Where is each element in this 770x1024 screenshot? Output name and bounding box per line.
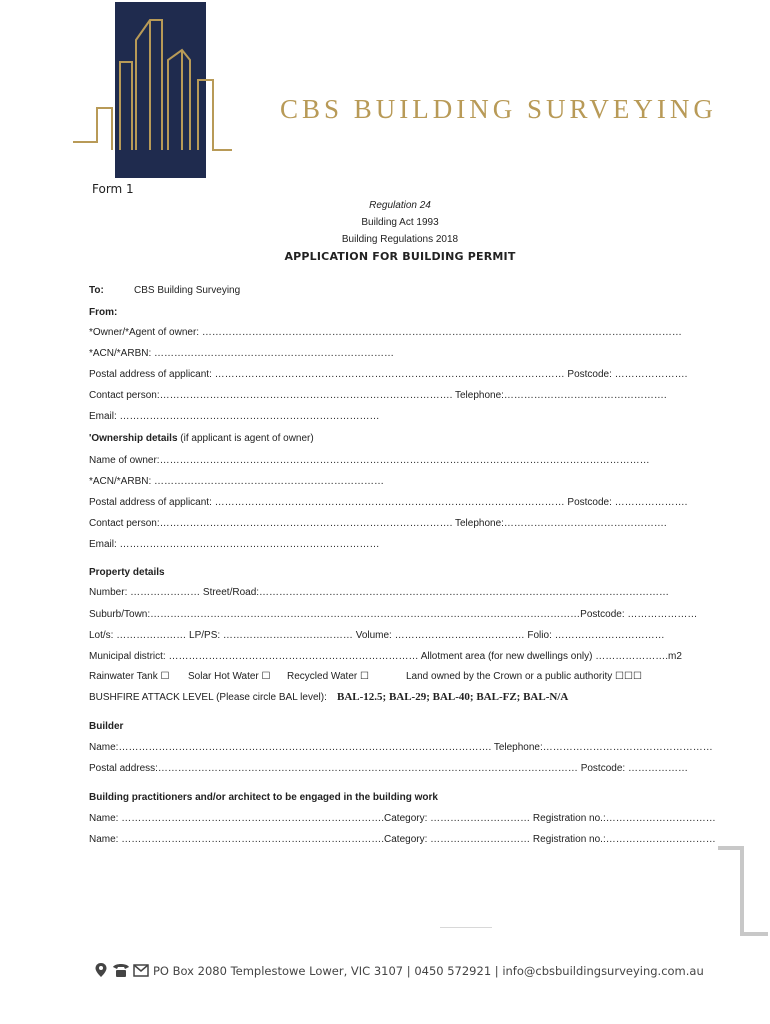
company-name: CBS BUILDING SURVEYING bbox=[280, 94, 717, 124]
acn-arbn-field[interactable]: *ACN/*ARBN: ……………………………………………………………… bbox=[89, 348, 395, 359]
ownership-heading bbox=[89, 433, 314, 444]
regulation-number: Regulation 24 bbox=[369, 200, 431, 211]
footer-contact-text: PO Box 2080 Templestowe Lower, VIC 3107 | 0450 572921 | info@cbsbuildingsurveying.com.au bbox=[152, 964, 704, 978]
divider bbox=[440, 927, 492, 928]
solar-checkbox[interactable]: Solar Hot Water ☐ bbox=[188, 671, 271, 682]
crown-checkbox[interactable]: Land owned by the Crown or a public authority ☐☐☐ bbox=[406, 671, 642, 682]
property-heading: Property details bbox=[89, 567, 165, 578]
ownership-note: (if applicant is agent of owner) bbox=[177, 433, 314, 444]
to-value: CBS Building Surveying bbox=[134, 285, 241, 296]
form-number: Form 1 bbox=[92, 182, 134, 196]
decorative-bracket-icon bbox=[712, 842, 770, 942]
recycled-checkbox[interactable]: Recycled Water ☐ bbox=[287, 671, 369, 682]
ownership-heading-text: 'Ownership details bbox=[89, 433, 178, 444]
to-label: To: bbox=[89, 285, 104, 296]
lot-field[interactable]: Lot/s: ………………… LP/PS: ………………………………… Volume: ………………………………… Folio: …………………………… bbox=[89, 630, 665, 641]
logo-skyline-icon bbox=[70, 0, 240, 180]
suburb-field[interactable]: Suburb/Town:…………………………………………………………………………………………………………………Postcode: ………………… bbox=[89, 609, 698, 620]
postal-address-field[interactable]: Postal address of applicant: …………………………………………………………………………………………… Postcode: …………………. bbox=[89, 369, 688, 380]
rainwater-checkbox[interactable]: Rainwater Tank ☐ bbox=[89, 671, 170, 682]
owner-contact-field[interactable]: Contact person:……………………………………………………………………………. Telephone:…………………………………………. bbox=[89, 518, 667, 529]
practitioner-row-2[interactable]: Name: …………………………………………………………………….Category: ………………………… Registration no.:…………………………… bbox=[89, 834, 716, 845]
footer-contact bbox=[94, 962, 704, 978]
owner-acn-field[interactable]: *ACN/*ARBN: …………………………………………………………… bbox=[89, 476, 385, 487]
phone-icon bbox=[112, 962, 130, 978]
builder-heading: Builder bbox=[89, 721, 124, 732]
form-title: APPLICATION FOR BUILDING PERMIT bbox=[284, 250, 516, 263]
bal-levels[interactable]: BAL-12.5; BAL-29; BAL-40; BAL-FZ; BAL-N/A bbox=[337, 691, 569, 703]
bal-label: BUSHFIRE ATTACK LEVEL (Please circle BAL level): bbox=[89, 692, 327, 703]
builder-name-field[interactable]: Name:…………………………………………………………………………………………………. Telephone:…………………………………………… bbox=[89, 742, 713, 753]
street-field[interactable]: Number: ………………… Street/Road:…………………………………………………………………………………………………………… bbox=[89, 587, 670, 598]
building-regulations: Building Regulations 2018 bbox=[341, 234, 459, 245]
mail-icon bbox=[133, 962, 149, 978]
municipal-field[interactable]: Municipal district: ………………………………………………………………… Allotment area (for new dwellings only) ………………….m2 bbox=[89, 651, 682, 662]
practitioner-row-1[interactable]: Name: …………………………………………………………………….Category: ………………………… Registration no.:…………………………… bbox=[89, 813, 716, 824]
owner-email-field[interactable]: Email: …………………………………………………………………… bbox=[89, 539, 380, 550]
owner-postal-field[interactable]: Postal address of applicant: …………………………………………………………………………………………… Postcode: …………………. bbox=[89, 497, 688, 508]
from-label: From: bbox=[89, 307, 118, 318]
building-act: Building Act 1993 bbox=[361, 217, 439, 228]
contact-person-field[interactable]: Contact person:……………………………………………………………………………. Telephone:…………………………………………. bbox=[89, 390, 667, 401]
owner-name-field[interactable]: Name of owner:………………………………………………………………………………………………………………………………… bbox=[89, 455, 650, 466]
location-pin-icon bbox=[94, 962, 108, 978]
practitioners-heading: Building practitioners and/or architect to be engaged in the building work bbox=[89, 792, 438, 803]
email-field[interactable]: Email: …………………………………………………………………… bbox=[89, 411, 380, 422]
builder-postal-field[interactable]: Postal address:……………………………………………………………………………………………………………… Postcode: ……………… bbox=[89, 763, 688, 774]
owner-agent-field[interactable]: *Owner/*Agent of owner: ……………………………………………………………………………………………………………………………… bbox=[89, 327, 682, 338]
